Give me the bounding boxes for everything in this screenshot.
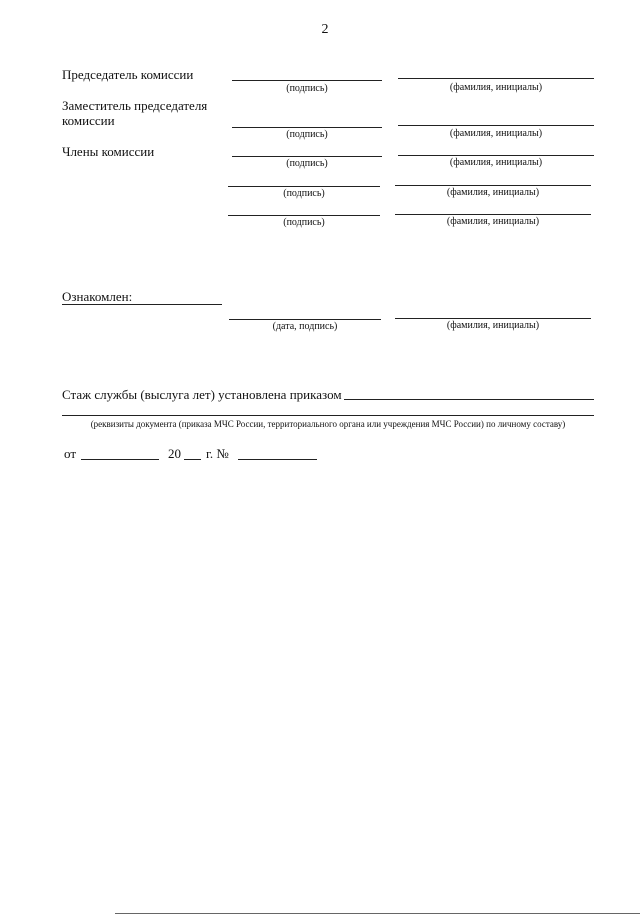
acknowledged-date-signature-line[interactable] xyxy=(229,319,381,320)
chair-name-line[interactable] xyxy=(398,78,594,79)
deputy-label: Заместитель председателя комиссии xyxy=(62,98,208,128)
from-label: от xyxy=(64,446,77,461)
members-label: Члены комиссии xyxy=(62,144,155,159)
member3-name-caption: (фамилия, инициалы) xyxy=(446,216,540,227)
order-number-line[interactable] xyxy=(238,459,317,460)
requisites-line[interactable] xyxy=(62,415,594,416)
page-number: 2 xyxy=(321,22,329,37)
member3-signature-caption: (подпись) xyxy=(283,217,325,228)
service-order-line[interactable] xyxy=(344,399,594,400)
acknowledged-line[interactable] xyxy=(62,304,222,305)
member1-name-caption: (фамилия, инициалы) xyxy=(449,157,543,168)
member1-name-line[interactable] xyxy=(398,155,594,156)
deputy-signature-line[interactable] xyxy=(232,127,382,128)
member2-signature-caption: (подпись) xyxy=(283,188,325,199)
service-label: Стаж службы (выслуга лет) установлена приказом xyxy=(62,387,342,402)
acknowledged-date-signature-caption: (дата, подпись) xyxy=(272,321,338,332)
member2-name-line[interactable] xyxy=(395,185,591,186)
member2-name-caption: (фамилия, инициалы) xyxy=(446,187,540,198)
acknowledged-name-line[interactable] xyxy=(395,318,591,319)
deputy-name-caption: (фамилия, инициалы) xyxy=(449,128,543,139)
member1-signature-caption: (подпись) xyxy=(286,158,328,169)
deputy-name-line[interactable] xyxy=(398,125,594,126)
chair-signature-caption: (подпись) xyxy=(286,83,328,94)
member3-name-line[interactable] xyxy=(395,214,591,215)
date-line[interactable] xyxy=(81,459,159,460)
year-prefix: 20 xyxy=(168,446,181,461)
member2-signature-line[interactable] xyxy=(228,186,380,187)
requisites-caption: (реквизиты документа (приказа МЧС России, территориального органа или учреждения МЧС России) по личному составу) xyxy=(90,419,566,429)
order-number-label: г. № xyxy=(206,446,229,461)
member3-signature-line[interactable] xyxy=(228,215,380,216)
chair-signature-line[interactable] xyxy=(232,80,382,81)
chair-name-caption: (фамилия, инициалы) xyxy=(449,82,543,93)
year-line[interactable] xyxy=(184,459,201,460)
deputy-signature-caption: (подпись) xyxy=(286,129,328,140)
acknowledged-label: Ознакомлен: xyxy=(62,289,133,304)
member1-signature-line[interactable] xyxy=(232,156,382,157)
acknowledged-name-caption: (фамилия, инициалы) xyxy=(446,320,540,331)
scan-edge-line xyxy=(115,913,640,914)
chair-label: Председатель комиссии xyxy=(62,67,194,82)
